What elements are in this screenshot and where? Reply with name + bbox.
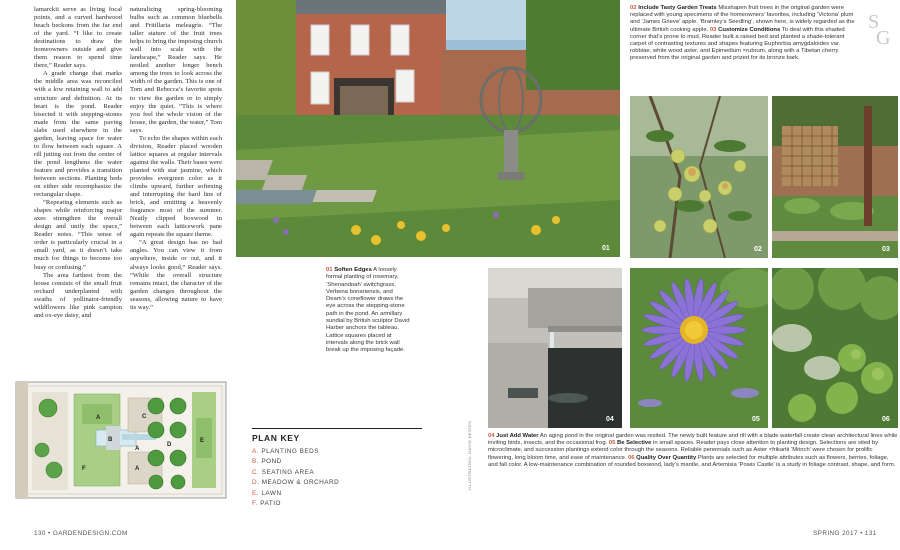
plan-label: A xyxy=(135,466,140,472)
waterfall-image xyxy=(488,268,622,428)
caption-body: To deal with this shaded corner that’s prone to mud, Reader built a raised bed and planted a shade-tolerant carpet of contrasting textures and shapes featuring Euphorbia amygdaloides var. robbiae, white wood aster, and Epimedium ×rubrum, along with a Tibetan cherry preserved from the original garden and prized for its bronze bark. xyxy=(630,26,845,62)
plan-key-title: PLAN KEY xyxy=(252,433,300,443)
svg-text:G: G xyxy=(876,27,891,48)
paragraph: lamarckii serve as living focal points, and a curved hardwood beach beckons from the far end of the yard. “I like to create destinations to draw the homeowners outside and give them reason to spend time there,” Reader says. xyxy=(34,6,122,70)
plan-key-letter: A. xyxy=(252,448,260,455)
paragraph: To echo the shapes within each division, Reader placed wooden lattice squares at regular intervals against the walls. Their bases were planted with star jasmine, which provides evergreen color as it climbs upward, further softening and interrupting the hard line of brick, and emitting a heavenly fragrance most of the summer. Neatly clipped boxwood in between each latticework pane again repeats the square theme. xyxy=(130,134,222,239)
plan-label: E xyxy=(200,438,205,444)
plan-label: A xyxy=(96,415,101,421)
plan-key-item xyxy=(252,447,432,457)
plan-label: F xyxy=(82,466,86,472)
caption-02-03 xyxy=(630,5,862,63)
plan-key-label: PLANTING BEDS xyxy=(261,448,319,455)
svg-text:S: S xyxy=(868,11,880,33)
paragraph: A grade change that marks the middle area was reconciled with a low retaining wall to add structure and definition. At its heart is the pond. Reader bisected it with stepping-stones made from the same paving slabs used elsewhere in the garden, leaving space for water to flow between each square. A rill jutting out from the center of the pond lengthens the water feature and provides a transition between sections. Planting beds on either side recemphasize the rectangular shape. xyxy=(34,70,122,199)
plan-key-item xyxy=(252,489,432,499)
photo-06-foliage xyxy=(772,268,898,428)
photo-05-aster-flower xyxy=(630,268,768,428)
photo-number: 03 xyxy=(882,246,890,253)
plan-key-item xyxy=(252,468,432,478)
plan-key-letter: B. xyxy=(252,458,260,466)
plan-label: C xyxy=(142,414,147,420)
photo-01-garden-pond xyxy=(236,0,620,257)
apple-tree-image xyxy=(630,96,768,258)
photo-number: 04 xyxy=(606,416,614,423)
caption-body: A loosely formal planting of rosemary, ‘Shenandoah’ switchgrass, Verbena bonariensis, and Deam’s coneflower draws the eye across the stepping-stone path in the pond. An armillary sundial by British sculptor David Harber anchors the tableau. Lattice squares placed at intervals along the brick wall break up the imposing façade. xyxy=(326,267,410,354)
paragraph: naturalizing spring-blooming bulbs such as common bluebells and Fritillaria meleagris. “The taller stature of the fruit trees helps to bring the imposing church wall into scale with the landscape,” Reader says. He nestled another longer bench among the trees to look across the width of the garden. This is one of Tom and Rebecca’s favorite spots to view the garden or to simply enjoy the quiet. “This is where you feel the whole vision of the house, the garden, the water,” Tom says. xyxy=(130,6,222,134)
caption-number: 01 xyxy=(326,267,333,273)
photo-number: 06 xyxy=(882,416,890,423)
shaded-corner-image xyxy=(772,96,898,258)
photo-03-shaded-corner xyxy=(772,96,898,258)
caption-number: 05 xyxy=(608,440,616,447)
caption-number: 06 xyxy=(628,454,635,461)
paragraph: “Repeating elements such as shapes while reinforcing major axes strengthen the overall design and unify the space,” Reader notes. “This sense of order is particularly crucial in a small yard, as it doesn’t take much for things to become too busy or confusing.” xyxy=(34,199,122,271)
plan-label: A xyxy=(135,446,140,452)
photo-04-waterfall xyxy=(488,268,622,428)
folio-left: 130 • GARDENDESIGN.COM xyxy=(34,530,128,537)
plan-label: D xyxy=(167,442,172,448)
caption-number: 02 xyxy=(630,5,637,11)
plan-key-letter: F. xyxy=(252,500,258,508)
body-column-2 xyxy=(130,6,222,312)
plan-key-item xyxy=(252,499,432,509)
caption-01 xyxy=(326,267,410,355)
caption-number: 04 xyxy=(488,433,495,439)
plan-key-label: POND xyxy=(261,458,282,466)
caption-heading: Be Selective xyxy=(616,440,652,447)
photo-02-apple-tree xyxy=(630,96,768,258)
site-plan-drawing xyxy=(10,378,232,504)
caption-heading: Soften Edges xyxy=(334,267,372,273)
caption-body: Plants are selected for multiple attributes such as flowers, berries, foliage, and fall color. A low-maintenance combination of rounded boxwood, lady’s mantle, and Artemisia ‘Powis Castle’ is a study in foliage contrast, shape, and form. xyxy=(488,454,896,468)
plan-key-letter: E. xyxy=(252,489,260,497)
plan-key-list xyxy=(252,447,432,509)
caption-heading: Just Add Water xyxy=(496,433,539,439)
illustration-credit: ILLUSTRATION: DAVID DESIGN xyxy=(467,420,472,490)
caption-heading: Quality Over Quantity xyxy=(636,454,697,461)
photo-number: 01 xyxy=(602,245,610,252)
plan-key-letter: C. xyxy=(252,468,260,476)
aster-image xyxy=(630,268,768,428)
plan-key-label: SEATING AREA xyxy=(261,468,315,476)
plan-key-item xyxy=(252,457,432,467)
photo-number: 05 xyxy=(752,416,760,423)
plan-key-label: MEADOW & ORCHARD xyxy=(261,479,340,487)
caption-heading: Customize Conditions xyxy=(718,26,781,33)
caption-number: 03 xyxy=(709,26,717,33)
sg-logo xyxy=(866,6,896,48)
caption-body: in small spaces. Reader pays close attention to planting design. Selections are sited by microclimate, and succession plantings extend color through the seasons. Reliable perennials such as Aster ×frikartii ‘Mönch’ were chosen for prolific flowering, long bloom time, and ease of maintenance. xyxy=(488,440,879,461)
plan-label: B xyxy=(108,437,113,443)
body-column-1 xyxy=(34,6,122,320)
plan-key-label: LAWN xyxy=(261,489,282,497)
caption-body: Misshapen fruit trees in the original garden were replaced with young specimens of the homeowners’ favorites, including ‘Victoria’ plum and ‘James Grieve’ apple. ‘Bramley’s Seedling’, shown here, is widely regarded as the ultimate British cooking apple. xyxy=(630,5,855,33)
photo-number: 02 xyxy=(754,246,762,253)
caption-heading: Include Tasty Garden Treats xyxy=(638,5,717,11)
folio-right: SPRING 2017 • 131 xyxy=(813,530,877,537)
logo-mark xyxy=(866,6,896,48)
plan-key-item xyxy=(252,478,432,488)
paragraph: The area farthest from the house consists of the small fruit orchard underplanted with swaths of pollinator-friendly wildflowers like pink campion and ox-eye daisy, and xyxy=(34,271,122,319)
site-plan-illustration xyxy=(10,378,232,504)
plan-key-letter: D. xyxy=(252,479,260,487)
foliage-image xyxy=(772,268,898,428)
paragraph: “A great design has no bad angles. You can view it from anywhere, inside or out, and it always looks good,” Reader says. “While the overall structure remains intact, the character of the garden changes throughout the seasons, allowing nature to have its way.” xyxy=(130,239,222,311)
garden-pond-image xyxy=(236,0,620,257)
caption-04-05-06 xyxy=(488,433,898,469)
plan-key-rule xyxy=(252,428,422,429)
plan-key-label: PATIO xyxy=(260,500,281,508)
caption-body: An aging pond in the original garden was resited. The newly built feature and rill with a blade waterfall create clean architectural lines while inviting birds, insects, and the occasional frog. xyxy=(488,433,898,447)
plan-key xyxy=(252,428,432,509)
